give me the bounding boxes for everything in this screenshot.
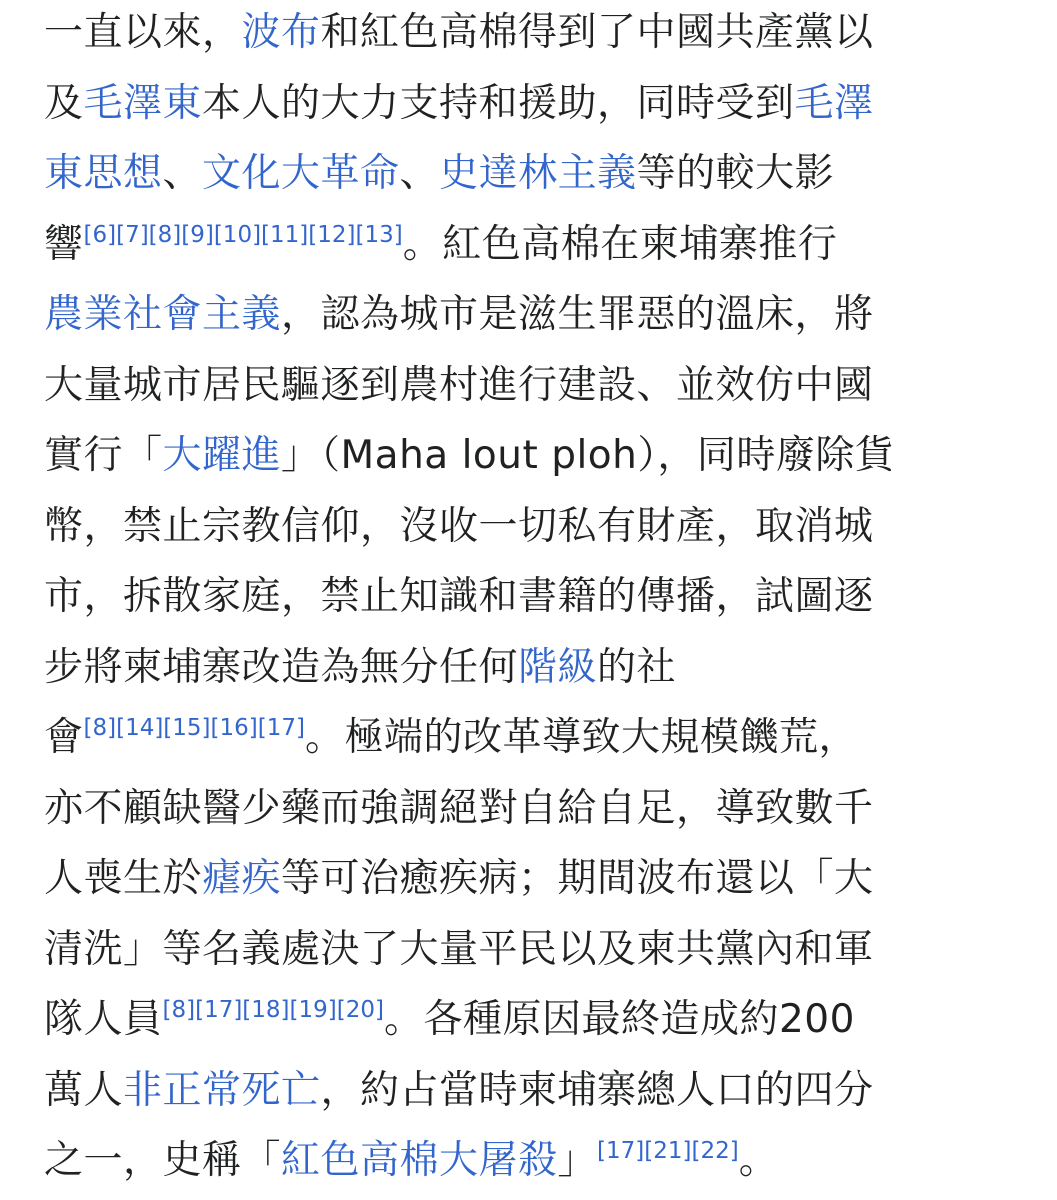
- text-line: [44, 562, 999, 633]
- body-text: 一直以來，: [44, 10, 242, 55]
- body-text: 」（Maha lout ploh），同時廢除貨: [281, 433, 895, 478]
- text-line: [44, 1126, 999, 1197]
- body-text: 市，拆散家庭，禁止知識和書籍的傳播，試圖逐: [44, 574, 874, 619]
- body-text: 。極端的改革導致大規模饑荒，: [304, 715, 858, 760]
- text-line: [44, 210, 999, 281]
- body-text: 」: [557, 1138, 598, 1183]
- body-text: 隊人員: [44, 997, 163, 1042]
- wiki-link[interactable]: 瘧疾: [202, 856, 282, 901]
- body-text: 的社: [597, 644, 677, 690]
- citation-reference-link[interactable]: [6][7][8][9][10][11][12][13]: [83, 221, 403, 248]
- wiki-link[interactable]: 農業社會主義: [44, 292, 282, 337]
- body-text: 大量城市居民驅逐到農村進行建設、並效仿中國: [44, 362, 874, 408]
- body-text: 本人的大力支持和援助，同時受到: [202, 80, 795, 126]
- body-text: 幣，禁止宗教信仰，沒收一切私有財產，取消城: [44, 503, 874, 549]
- body-text: 清洗」等名義處決了大量平民以及柬共黨內和軍: [44, 926, 874, 972]
- text-line: [44, 703, 999, 774]
- wiki-link[interactable]: 史達林主義: [439, 151, 637, 196]
- wiki-link[interactable]: 東思想: [44, 151, 163, 196]
- body-text: 和紅色高棉得到了中國共產黨以: [320, 10, 874, 55]
- wiki-link[interactable]: 非正常死亡: [123, 1067, 321, 1113]
- body-text: 步將柬埔寨改造為無分任何: [44, 644, 519, 690]
- text-line: [44, 915, 999, 986]
- body-text: 。紅色高棉在柬埔寨推行: [402, 221, 838, 267]
- body-text: 之一，史稱「: [44, 1138, 282, 1183]
- text-line: [44, 421, 999, 492]
- body-text: 及: [44, 80, 84, 126]
- body-text: 實行「: [44, 433, 163, 478]
- wiki-link[interactable]: 紅色高棉大屠殺: [281, 1138, 558, 1183]
- body-text: 人喪生於: [44, 856, 203, 901]
- article-body: [44, 0, 999, 1197]
- text-line: [44, 633, 999, 704]
- text-line: [44, 139, 999, 210]
- body-text: 。: [738, 1138, 779, 1183]
- body-text: 等的較大影: [636, 151, 835, 196]
- text-line: [44, 985, 999, 1056]
- body-text: 等可治癒疾病；期間波布還以「大: [281, 856, 874, 901]
- citation-reference-link[interactable]: [8][17][18][19][20]: [162, 997, 384, 1023]
- body-text: 、: [162, 151, 203, 196]
- text-line: [44, 69, 999, 140]
- text-line: [44, 1056, 999, 1127]
- body-text: 亦不顧缺醫少藥而強調絕對自給自足，導致數千: [44, 785, 874, 831]
- text-line: [44, 351, 999, 422]
- wiki-link[interactable]: 文化大革命: [202, 151, 400, 196]
- body-text: 、: [399, 151, 440, 196]
- body-text: ，約占當時柬埔寨總人口的四分: [320, 1067, 874, 1113]
- body-text: 。各種原因最終造成約200: [383, 997, 855, 1042]
- text-line: [44, 492, 999, 563]
- wiki-link[interactable]: 大躍進: [162, 433, 282, 478]
- body-text: ，認為城市是滋生罪惡的溫床，將: [281, 292, 874, 337]
- citation-reference-link[interactable]: [17][21][22]: [597, 1138, 739, 1164]
- wiki-link[interactable]: 毛澤: [794, 80, 874, 126]
- text-line: [44, 844, 999, 915]
- body-text: 響: [44, 221, 84, 267]
- citation-reference-link[interactable]: [8][14][15][16][17]: [83, 715, 305, 741]
- wiki-link[interactable]: 階級: [518, 644, 598, 690]
- body-text: 會: [44, 715, 84, 760]
- text-line: [44, 0, 999, 69]
- body-text: 萬人: [44, 1067, 124, 1113]
- wiki-link[interactable]: 波布: [241, 10, 321, 55]
- text-line: [44, 774, 999, 845]
- wiki-link[interactable]: 毛澤東: [83, 80, 203, 126]
- text-line: [44, 280, 999, 351]
